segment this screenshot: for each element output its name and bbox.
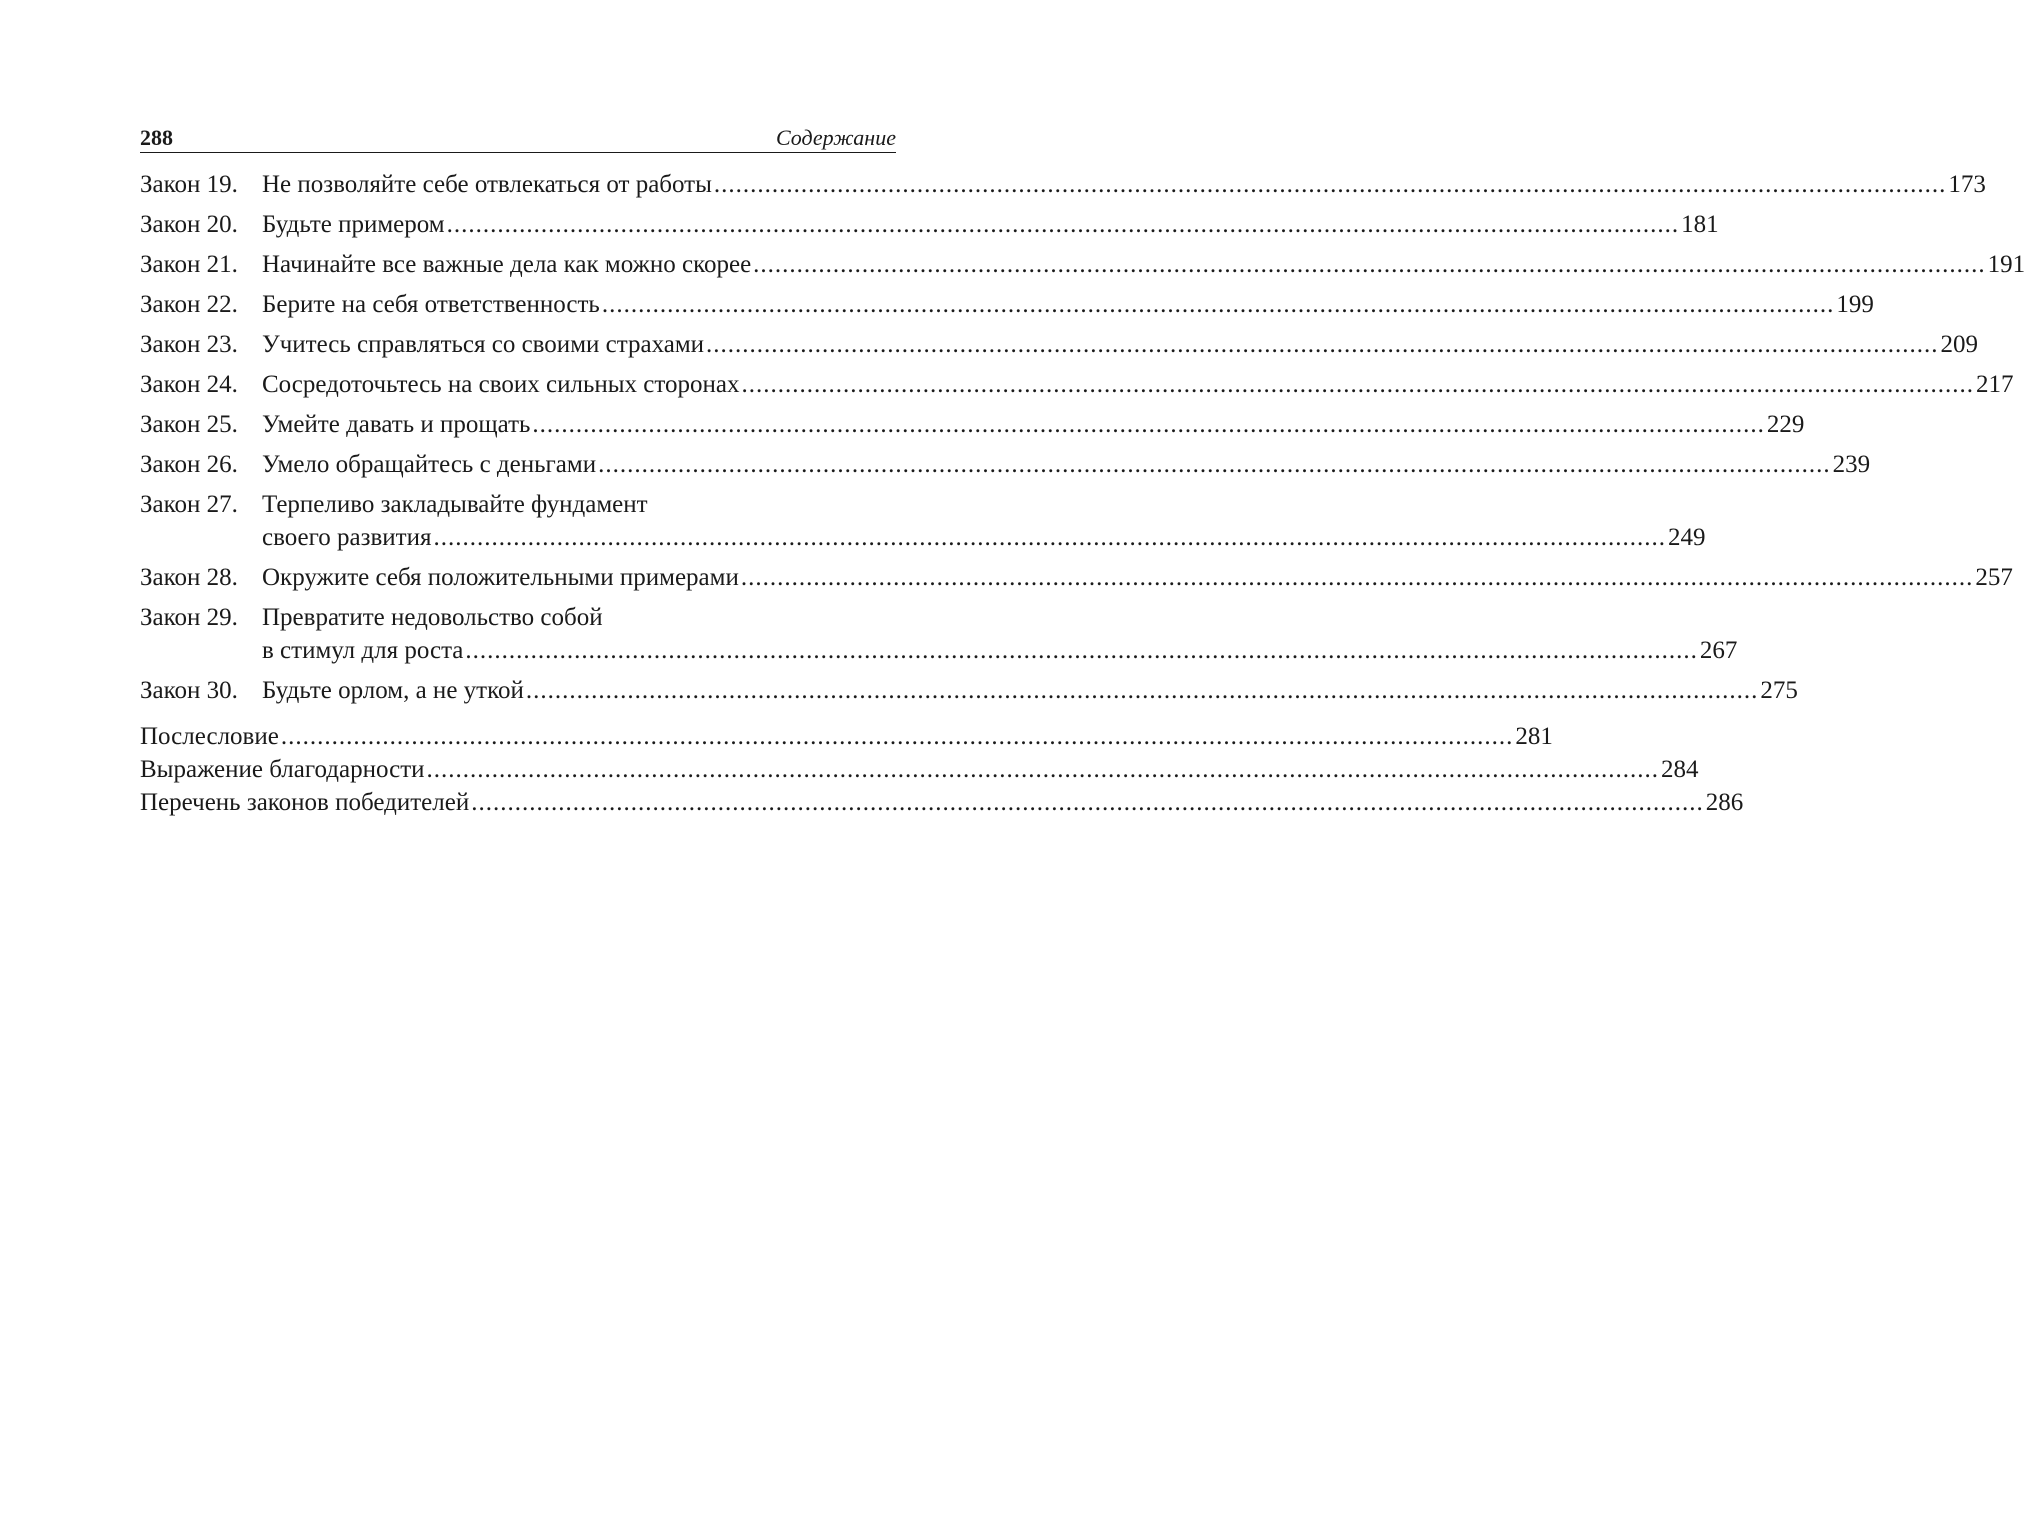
dot-leader — [471, 786, 1704, 819]
law-title: Берите на себя ответственность — [262, 291, 600, 318]
page-ref: 173 — [1948, 171, 1986, 198]
page-ref: 281 — [1515, 723, 1553, 750]
toc-entry-acknowledgements — [140, 753, 1699, 786]
law-title: Окружите себя положительными примерами — [262, 564, 739, 591]
law-label: Закон 27. — [140, 491, 238, 518]
law-label: Закон 22. — [140, 291, 238, 318]
table-of-contents — [140, 168, 2025, 819]
page-ref: 286 — [1705, 789, 1744, 816]
law-title: Превратите недовольство собой — [262, 604, 603, 631]
law-title: Умейте давать и прощать — [262, 411, 531, 438]
dot-leader — [706, 328, 1939, 361]
law-title: Не позволяйте себе отвлекаться от работы — [262, 171, 712, 198]
toc-entry-laws-list — [140, 786, 1744, 819]
dot-leader — [602, 288, 1835, 321]
toc-entry-law-21 — [140, 248, 2025, 281]
toc-entry-law-22 — [140, 288, 1874, 321]
law-title-continuation: в стимул для роста — [262, 637, 464, 664]
law-title: Будьте орлом, а не уткой — [262, 677, 524, 704]
law-title: Сосредоточьтесь на своих сильных сторонах — [262, 371, 740, 398]
toc-entry-law-26 — [140, 448, 1871, 481]
page-ref: 239 — [1832, 451, 1871, 478]
entry-title: Выражение благодарности — [140, 756, 425, 783]
entry-title: Перечень законов победителей — [140, 789, 470, 816]
page-number: 288 — [140, 125, 173, 150]
toc-entry-law-24 — [140, 368, 2014, 401]
page-ref: 199 — [1836, 291, 1874, 318]
page-ref: 267 — [1699, 637, 1738, 664]
toc-entry-law-30 — [140, 674, 1798, 707]
law-title-continuation: своего развития — [262, 524, 432, 551]
dot-leader — [598, 448, 1831, 481]
page-ref: 181 — [1681, 211, 1719, 238]
page-ref: 249 — [1667, 524, 1706, 551]
toc-entry-law-25 — [140, 408, 1805, 441]
dot-leader — [281, 720, 1514, 753]
toc-entry-law-27 — [140, 488, 1706, 554]
dot-leader — [447, 208, 1680, 241]
law-label: Закон 26. — [140, 451, 238, 478]
dot-leader — [741, 368, 1974, 401]
law-title: Учитесь справляться со своими страхами — [262, 331, 705, 358]
law-label: Закон 20. — [140, 211, 238, 238]
law-title: Умело обращайтесь с деньгами — [262, 451, 597, 478]
dot-leader — [427, 753, 1660, 786]
dot-leader — [753, 248, 1986, 281]
law-label: Закон 25. — [140, 411, 238, 438]
law-title: Начинайте все важные дела как можно скорее — [262, 251, 752, 278]
law-label: Закон 29. — [140, 604, 238, 631]
toc-entry-law-23 — [140, 328, 1979, 361]
toc-entry-law-28 — [140, 561, 2013, 594]
dot-leader — [741, 561, 1974, 594]
dot-leader — [532, 408, 1765, 441]
page-ref: 284 — [1661, 756, 1699, 783]
entry-title: Послесловие — [140, 723, 279, 750]
law-title: Терпеливо закладывайте фундамент — [262, 491, 648, 518]
law-label: Закон 24. — [140, 371, 238, 398]
page-ref: 191 — [1987, 251, 2025, 278]
dot-leader — [714, 168, 1947, 201]
law-label: Закон 28. — [140, 564, 238, 591]
page-ref: 217 — [1975, 371, 2014, 398]
running-head-title: Содержание — [775, 125, 896, 150]
toc-entry-law-19 — [140, 168, 1986, 201]
running-header — [140, 124, 896, 153]
dot-leader — [433, 521, 1666, 554]
page-ref: 209 — [1940, 331, 1979, 358]
law-title: Будьте примером — [262, 211, 445, 238]
page-ref: 229 — [1766, 411, 1805, 438]
toc-entry-law-29 — [140, 601, 1738, 667]
law-label: Закон 21. — [140, 251, 238, 278]
dot-leader — [526, 674, 1759, 707]
toc-entry-law-20 — [140, 208, 1719, 241]
dot-leader — [465, 634, 1698, 667]
page-ref: 257 — [1975, 564, 2013, 591]
toc-entry-afterword — [140, 720, 1553, 753]
law-label: Закон 23. — [140, 331, 238, 358]
law-label: Закон 19. — [140, 171, 238, 198]
page-ref: 275 — [1760, 677, 1798, 704]
law-label: Закон 30. — [140, 677, 238, 704]
